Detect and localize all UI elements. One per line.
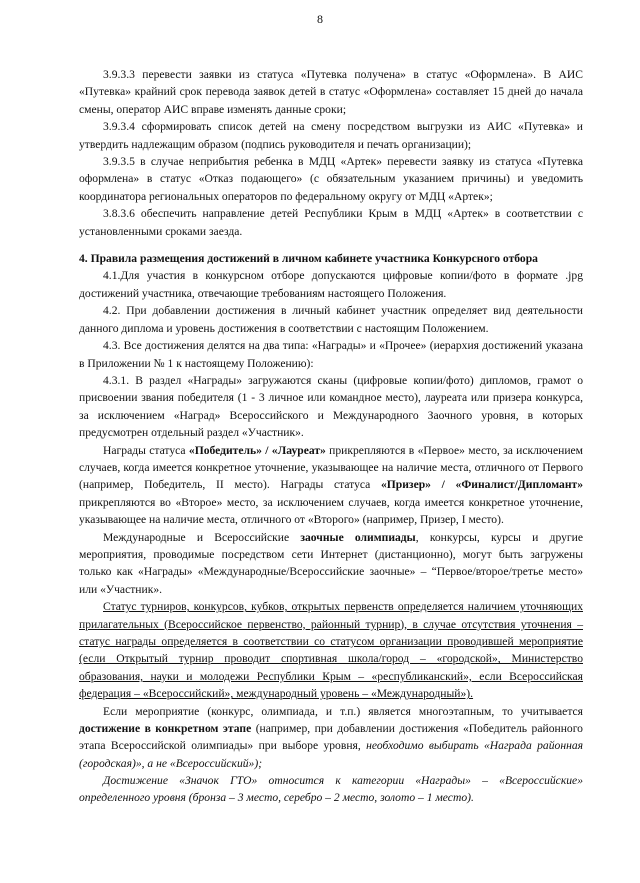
paragraph-4-3: 4.3. Все достижения делятся на два типа: «Награды» и «Прочее» (иерархия достижений указана в Приложении № 1 к настоящему Положению): xyxy=(79,339,583,370)
paragraph-3-8-3-6: 3.8.3.6 обеспечить направление детей Республики Крым в МДЦ «Артек» в соответствии с установленными сроками заезда. xyxy=(79,207,583,238)
paragraph-3-9-3-3: 3.9.3.3 перевести заявки из статуса «Путевка получена» в статус «Оформлена». В АИС «Путевка» крайний срок перевода заявок детей в статус «Оформлена» составляет 15 дней до начала смены, оператор АИС вправе изменять данные сроки; xyxy=(79,68,583,116)
paragraph-gto: Достижение «Значок ГТО» относится к категории «Награды» – «Всероссийские» определенного уровня (бронза – 3 место, серебро – 2 место, золото – 1 место). xyxy=(79,774,583,805)
paragraph-3-9-3-5: 3.9.3.5 в случае неприбытия ребенка в МДЦ «Артек» перевести заявку из статуса «Путевка оформлена» в статус «Отказ подающего» (с обязательным указанием причины) и уведомить координатора региональных операторов по федеральному округу от МДЦ «Артек»; xyxy=(79,155,583,203)
section-4-heading: 4. Правила размещения достижений в личном кабинете участника Конкурсного отбора xyxy=(79,252,538,266)
paragraph-3-9-3-4: 3.9.3.4 сформировать список детей на смену посредством выгрузки из АИС «Путевка» и утвердить надлежащим образом (подпись руководителя и печать организации); xyxy=(79,120,583,151)
paragraph-4-1: 4.1.Для участия в конкурсном отборе допускаются цифровые копии/фото в формате .jpg достижений участника, отвечающие требованиям настоящего Положения. xyxy=(79,269,583,300)
paragraph-multistage: Если мероприятие (конкурс, олимпиада, и т.п.) является многоэтапным, то учитывается достижение в конкретном этапе (например, при добавлении достижения «Победитель районного этапа Всероссийской олимпиады» при выборе уровня, необходимо выбирать «Награда районная (городская)», а не «Всероссийский»); xyxy=(79,704,584,770)
paragraph-status-rules: Статус турниров, конкурсов, кубков, открытых первенств определяется наличием уточняющих прилагательных (Всероссийское первенство, районный турнир), в случае отсутствия уточнения – статус награды определяется в соответствии со статусом организации проводившей мероприятие (если Открытый турнир проводит спортивная школа/город – «городской», Министерство образования, науки и молодежи Республики Крым – «республиканский», если Всероссийская федерация – «Всероссийский», международный уровень – «Международный»). xyxy=(79,600,583,701)
paragraph-olympiads: Международные и Всероссийские заочные олимпиады, конкурсы, курсы и другие мероприятия, проводимые посредством сети Интернет (дистанционно), могут быть загружены только как «Награды» «Международные/Всероссийские заочные» – “Первое/второе/третье место» или «Участник». xyxy=(79,530,583,596)
paragraph-4-3-1: 4.3.1. В раздел «Награды» загружаются сканы (цифровые копии/фото) дипломов, грамот о присвоении звания победителя (1 - 3 личное или командное место), лауреата или призера конкурса, за исключением «Наград» Всероссийского и Международного Заочного уровня, в которых предусмотрен отдельный раздел «Участник». xyxy=(79,373,583,440)
paragraph-4-2: 4.2. При добавлении достижения в личный кабинет участник определяет вид деятельности данного диплома и уровень достижения в соответствии с настоящим Положением. xyxy=(79,304,583,335)
page-number: 8 xyxy=(317,12,323,26)
paragraph-awards-status: Награды статуса «Победитель» / «Лауреат» прикрепляются в «Первое» место, за исключением случаев, когда имеется конкретное уточнение, указывающее на наличие места, отличного от Первого (например, Победитель, II место). Награды статуса «Призер» / «Финалист/Дипломант» прикрепляются во «Второе» место, за исключением случаев, когда имеется конкретное уточнение, указывающее на наличие места, отличного от «Второго» (например, Призер, I место). xyxy=(79,443,584,527)
document-body xyxy=(79,66,583,806)
